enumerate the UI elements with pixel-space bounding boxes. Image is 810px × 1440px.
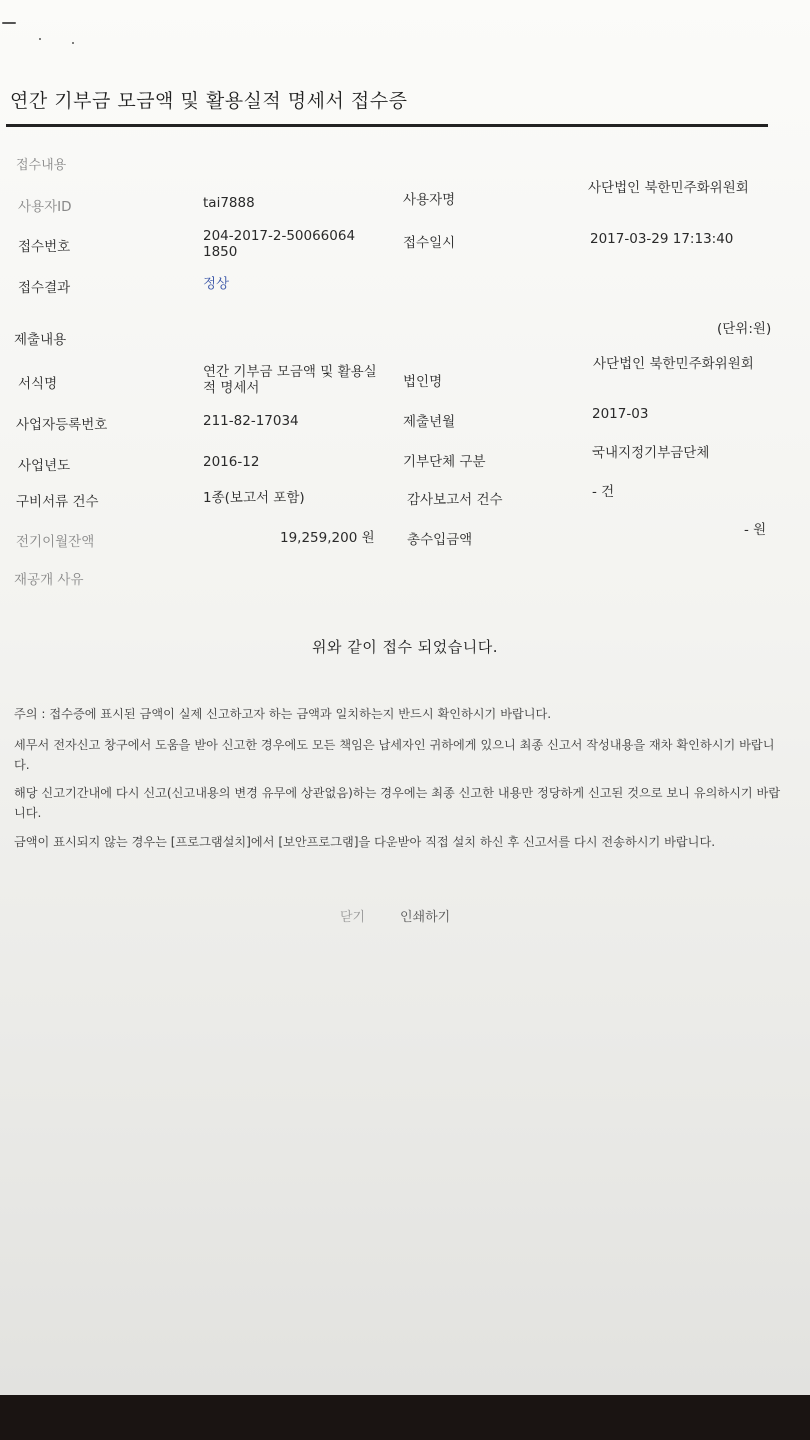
business-year-value: 2016-12 [203, 454, 260, 470]
form-name-value: 연간 기부금 모금액 및 활용실적 명세서 [203, 364, 377, 396]
documents-count-value: 1종(보고서 포함) [203, 490, 305, 506]
confirmation-message: 위와 같이 접수 되었습니다. [312, 638, 498, 656]
user-name-label: 사용자명 [403, 192, 456, 208]
receipt-date-label: 접수일시 [403, 235, 456, 251]
audit-report-label: 감사보고서 건수 [407, 492, 503, 508]
org-type-label: 기부단체 구분 [403, 454, 486, 470]
total-income-value: - 원 [744, 522, 767, 538]
background-surface [0, 1395, 810, 1440]
print-speck [72, 42, 74, 44]
audit-report-value: - 건 [592, 484, 615, 500]
submission-section-heading: 제출내용 [14, 332, 67, 348]
total-income-label: 총수입금액 [407, 532, 473, 548]
notice-paragraph: 해당 신고기간내에 다시 신고(신고내용의 변경 유무에 상관없음)하는 경우에는 최종 신고한 내용만 정당하게 신고된 것으로 보니 유의하시기 바랍니다. [14, 786, 781, 820]
receipt-date-value: 2017-03-29 17:13:40 [590, 231, 734, 247]
print-button[interactable]: 인쇄하기 [400, 910, 451, 925]
title-underline [6, 124, 768, 127]
business-reg-label: 사업자등록번호 [16, 417, 108, 433]
corp-name-value: 사단법인 북한민주화위원회 [593, 356, 754, 372]
submit-month-label: 제출년월 [403, 414, 456, 430]
carryover-balance-value: 19,259,200 원 [280, 530, 375, 546]
receipt-number-value: 204-2017-2-50066064 1850 [203, 228, 356, 260]
close-button[interactable]: 닫기 [340, 910, 366, 925]
print-speck [39, 38, 41, 40]
notice-paragraph: 세무서 전자신고 창구에서 도움을 받아 신고한 경우에도 모든 책임은 납세자인 귀하에게 있으니 최종 신고서 작성내용을 재차 확인하시기 바랍니다. [14, 738, 775, 772]
unit-label: (단위:원) [717, 321, 772, 337]
notice-paragraph: 금액이 표시되지 않는 경우는 [프로그램설치]에서 [보안프로그램]을 다운받아 직접 설치 하신 후 신고서를 다시 전송하시기 바랍니다. [14, 835, 716, 849]
faded-row-label: 재공개 사유 [14, 572, 84, 588]
form-name-label: 서식명 [18, 376, 58, 392]
corp-name-label: 법인명 [403, 374, 443, 390]
business-reg-value: 211-82-17034 [203, 413, 299, 429]
user-name-value: 사단법인 북한민주화위원회 [588, 180, 749, 196]
user-id-label: 사용자ID [18, 199, 72, 215]
receipt-result-value: 정상 [203, 276, 230, 292]
user-id-value: tai7888 [203, 195, 255, 211]
org-type-value: 국내지정기부금단체 [592, 445, 710, 461]
carryover-balance-label: 전기이월잔액 [16, 534, 95, 550]
print-speck [2, 22, 16, 24]
notice-paragraph: 주의 : 접수증에 표시된 금액이 실제 신고하고자 하는 금액과 일치하는지 반드시 확인하시기 바랍니다. [14, 707, 552, 721]
submit-month-value: 2017-03 [592, 406, 649, 422]
receipt-result-label: 접수결과 [18, 280, 71, 296]
documents-count-label: 구비서류 건수 [16, 494, 99, 510]
page-title: 연간 기부금 모금액 및 활용실적 명세서 접수증 [10, 90, 408, 112]
receipt-number-label: 접수번호 [18, 239, 71, 255]
receipt-section-heading: 접수내용 [16, 158, 67, 173]
business-year-label: 사업년도 [18, 458, 71, 474]
